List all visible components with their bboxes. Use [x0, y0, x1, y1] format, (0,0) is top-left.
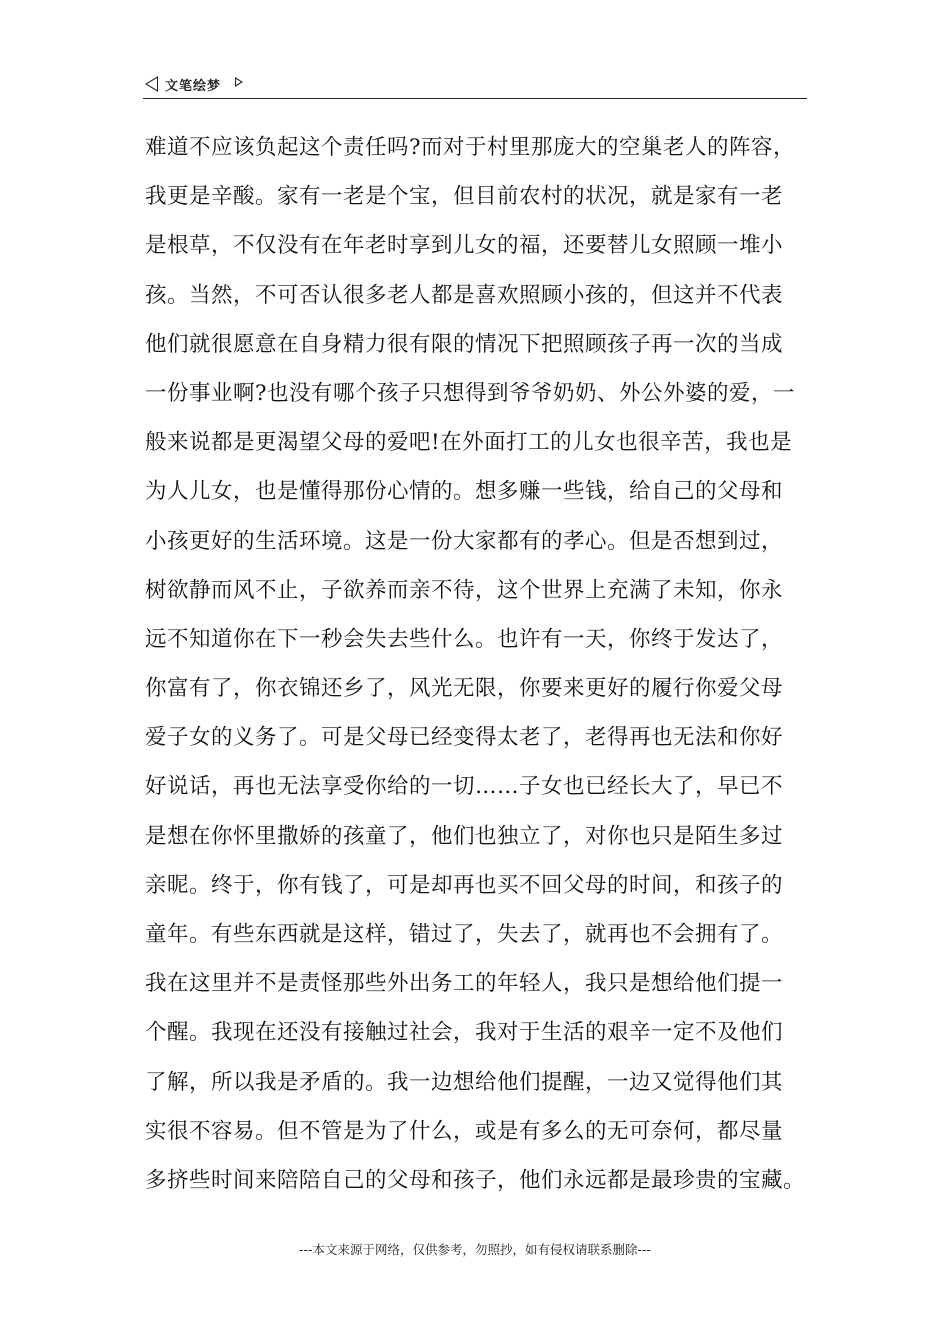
body-line: 是想在你怀里撒娇的孩童了，他们也独立了，对你也只是陌生多过	[145, 823, 784, 849]
body-line: 爱子女的义务了。可是父母已经变得太老了，老得再也无法和你好	[145, 725, 784, 751]
body-line: 难道不应该负起这个责任吗?而对于村里那庞大的空巢老人的阵容，	[145, 135, 796, 160]
body-line: 童年。有些东西就是这样，错过了，失去了，就再也不会拥有了。	[145, 922, 784, 947]
body-line: 孩。当然，不可否认很多老人都是喜欢照顾小孩的，但这并不代表	[145, 282, 784, 308]
triangle-right-icon	[235, 77, 243, 87]
body-line: 小孩更好的生活环境。这是一份大家都有的孝心。但是否想到过，	[145, 528, 784, 554]
body-line: 我更是辛酸。家有一老是个宝，但目前农村的状况，就是家有一老	[145, 184, 784, 210]
body-line: 远不知道你在下一秒会失去些什么。也许有一天，你终于发达了，	[145, 626, 784, 652]
body-line: 我在这里并不是责怪那些外出务工的年轻人，我只是想给他们提一	[145, 971, 784, 997]
page-header	[143, 72, 807, 99]
body-line: 树欲静而风不止，子欲养而亲不待，这个世界上充满了未知，你永	[145, 577, 784, 603]
body-line: 实很不容易。但不管是为了什么，或是有多么的无可奈何，都尽量	[145, 1118, 784, 1144]
body-line: 一份事业啊?也没有哪个孩子只想得到爷爷奶奶、外公外婆的爱，一	[145, 380, 796, 406]
triangle-left-icon	[145, 76, 158, 92]
body-line: 是根草，不仅没有在年老时享到儿女的福，还要替儿女照顾一堆小	[145, 233, 784, 259]
body-line: 为人儿女，也是懂得那份心情的。想多赚一些钱，给自己的父母和	[145, 479, 784, 505]
body-line: 好说话，再也无法享受你给的一切……子女也已经长大了，早已不	[145, 774, 784, 800]
body-line: 了解，所以我是矛盾的。我一边想给他们提醒，一边又觉得他们其	[145, 1069, 784, 1095]
body-line: 般来说都是更渴望父母的爱吧!在外面打工的儿女也很辛苦，我也是	[145, 430, 793, 456]
header-title: 文笔绘梦	[165, 79, 222, 94]
body-line: 你富有了，你衣锦还乡了，风光无限，你要来更好的履行你爱父母	[145, 676, 784, 702]
footer-notice: ---本文来源于网络，仅供参考，勿照抄，如有侵权请联系删除---	[298, 1242, 652, 1257]
body-line: 亲昵。终于，你有钱了，可是却再也买不回父母的时间，和孩子的	[145, 872, 784, 898]
body-line: 个醒。我现在还没有接触过社会，我对于生活的艰辛一定不及他们	[145, 1020, 784, 1046]
body-text	[145, 128, 825, 1210]
body-line: 多挤些时间来陪陪自己的父母和孩子，他们永远都是最珍贵的宝藏。	[145, 1167, 806, 1193]
body-line: 他们就很愿意在自身精力很有限的情况下把照顾孩子再一次的当成	[145, 331, 784, 357]
